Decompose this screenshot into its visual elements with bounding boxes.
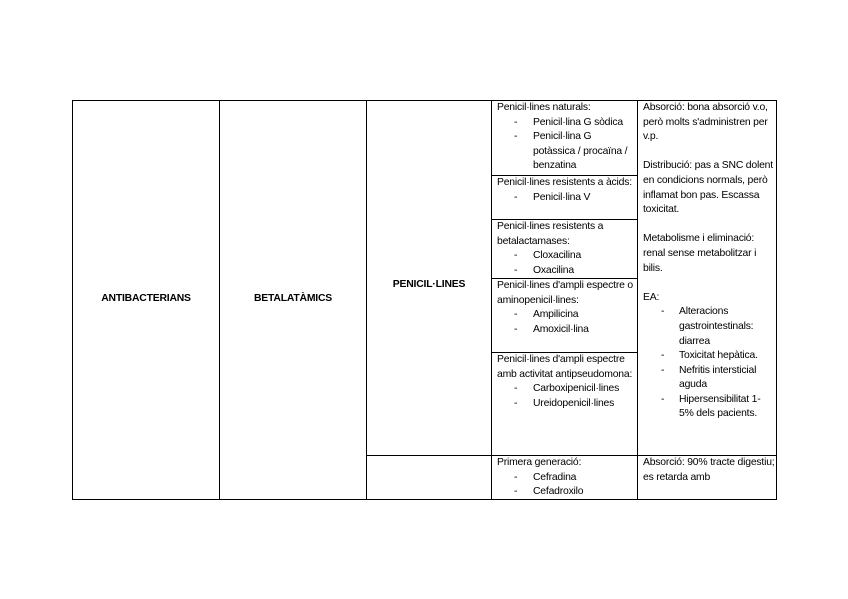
- group-title: Primera generació:: [497, 457, 582, 468]
- group-title: Penicil·lines d'ampli espectre o aminopenicil·lines:: [497, 280, 633, 306]
- list-item: - Carboxipenicil·lines: [497, 382, 635, 397]
- list-item: - Toxicitat hepàtica.: [643, 349, 775, 364]
- note-distribution: Distribució: pas a SNC dolent en condicions normals, però inflamat bon pas. Escassa toxicitat.: [643, 160, 773, 216]
- group-betalactamase-resistant: [497, 220, 635, 278]
- list-item: - Cefadroxilo: [497, 485, 635, 500]
- group-first-generation: [497, 456, 635, 500]
- list-item: - Nefritis intersticial aguda: [643, 364, 775, 393]
- note-absorption: Absorció: bona absorció v.o, però molts s'administren per v.p.: [643, 102, 768, 143]
- list-item: - Hipersensibilitat 1-5% dels pacients.: [643, 393, 775, 422]
- note-adverse-effects-label: EA:: [643, 291, 660, 303]
- list-item: - Oxacilina: [497, 264, 635, 279]
- list-item: - Penicil·lina V: [497, 191, 635, 206]
- group-antipseudomonal: [497, 353, 635, 411]
- list-item: - Ureidopenicil·lines: [497, 397, 635, 412]
- list-item: - Ampilicina: [497, 308, 635, 323]
- group-title: Penicil·lines resistents a betalactamases:: [497, 221, 604, 247]
- group-title: Penicil·lines resistents a àcids:: [497, 177, 632, 188]
- list-item: - Penicil·lina G potàssica / procaïna / benzatina: [497, 130, 635, 174]
- list-item: - Cefradina: [497, 471, 635, 486]
- list-item: - Amoxicil·lina: [497, 323, 635, 338]
- category-antibacterials: ANTIBACTERIANS: [101, 293, 191, 304]
- note-metabolism: Metabolisme i eliminació: renal sense metabolitzar i bilis.: [643, 233, 757, 274]
- group-broad-spectrum: [497, 279, 635, 337]
- list-item: - Penicil·lina G sòdica: [497, 116, 635, 131]
- group-title: Penicil·lines naturals:: [497, 102, 591, 113]
- list-item: - Cloxacilina: [497, 249, 635, 264]
- group-natural-penicillins: [497, 101, 635, 174]
- cephalosporin-note: Absorció: 90% tracte digestiu; es retarda amb: [643, 457, 775, 483]
- category-betalactams: BETALATÀMICS: [253, 293, 333, 304]
- group-title: Penicil·lines d'ampli espectre amb activitat antipseudomona:: [497, 354, 633, 380]
- group-acid-resistant: [497, 176, 635, 205]
- list-item: - Alteracions gastrointestinals: diarrea: [643, 305, 775, 349]
- pharmacology-notes: [643, 101, 775, 422]
- category-penicillins: PENICIL·LINES: [392, 279, 466, 290]
